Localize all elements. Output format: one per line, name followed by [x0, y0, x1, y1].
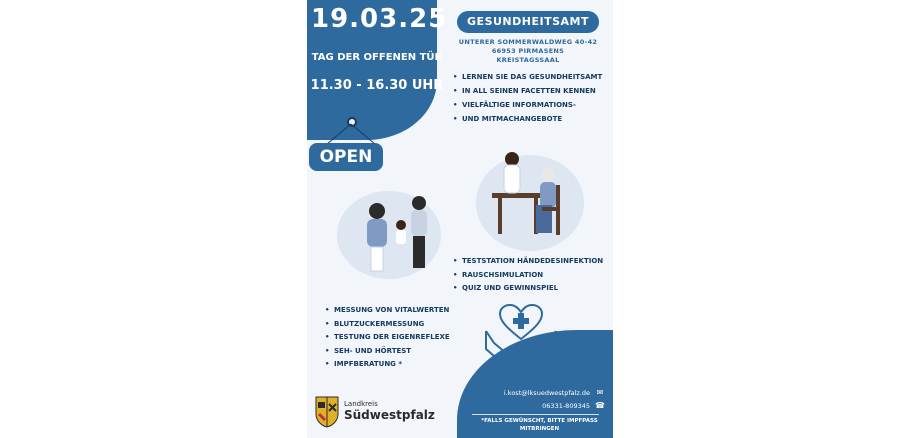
- list-item: • TESTSTATION HÄNDEDESINFEKTION: [453, 255, 608, 269]
- address-line: UNTERER SOMMERWALDWEG 40-42: [458, 38, 598, 46]
- footnote-line: *FALLS GEWÜNSCHT, BITTE IMPFPASS: [481, 418, 598, 424]
- event-date: 19.03.25: [311, 4, 448, 34]
- footnote-line: MITBRINGEN: [519, 426, 560, 432]
- phone-row: [467, 401, 605, 414]
- address: [457, 38, 599, 65]
- envelope-icon: ✉: [596, 388, 604, 397]
- list-item: • RAUSCHSIMULATION: [453, 269, 608, 283]
- event-poster: [307, 0, 613, 438]
- highlights-list: [453, 70, 608, 126]
- list-item: • QUIZ UND GEWINNSPIEL: [453, 282, 608, 296]
- open-sign: OPEN: [309, 143, 383, 171]
- district-logo: [315, 395, 445, 431]
- list-item: • SEH- UND HÖRTEST: [325, 345, 460, 359]
- list-item: • BLUTZUCKERMESSUNG: [325, 318, 460, 332]
- heart-hands-icon: [482, 303, 560, 375]
- logo-title: Südwestpfalz: [344, 408, 435, 422]
- list-item: • TESTUNG DER EIGENREFLEXE: [325, 331, 460, 345]
- activities-list: [453, 255, 608, 296]
- services-list: [325, 304, 460, 372]
- list-item: • LERNEN SIE DAS GESUNDHEITSAMT: [453, 70, 608, 84]
- contact-info: [467, 388, 605, 414]
- doctor-patient-illustration: [472, 145, 584, 253]
- address-line: 66953 PIRMASENS: [491, 47, 565, 55]
- organizer-badge: GESUNDHEITSAMT: [457, 11, 599, 33]
- divider: [472, 414, 599, 415]
- list-item: • UND MITMACHANGEBOTE: [453, 112, 608, 126]
- list-item: • IMPFBERATUNG *: [325, 358, 460, 372]
- event-title: TAG DER OFFENEN TÜR: [311, 52, 443, 63]
- coat-of-arms-icon: [315, 396, 339, 428]
- list-item: • IN ALL SEINEN FACETTEN KENNEN: [453, 84, 608, 98]
- list-item: • VIELFÄLTIGE INFORMATIONS-: [453, 98, 608, 112]
- phone-text[interactable]: 06331-809345: [542, 402, 590, 410]
- email-row: [467, 388, 605, 401]
- phone-icon: ☎: [595, 401, 605, 410]
- address-line: KREISTAGSSAAL: [496, 56, 560, 64]
- logo-subtitle: Landkreis: [344, 400, 378, 408]
- email-text[interactable]: i.kost@lksuedwestpfalz.de: [503, 389, 590, 397]
- event-time: 11.30 - 16.30 UHR: [310, 78, 444, 93]
- doctor-child-illustration: [337, 183, 455, 283]
- list-item: • MESSUNG VON VITALWERTEN: [325, 304, 460, 318]
- footnote: [467, 417, 612, 433]
